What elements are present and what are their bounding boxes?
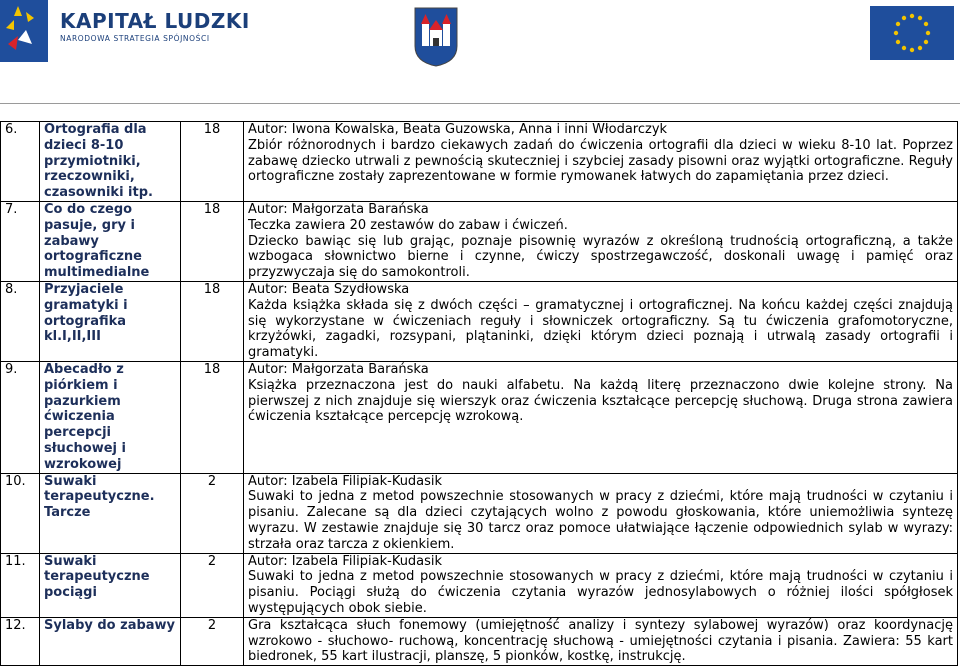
row-number: 12. — [1, 617, 40, 665]
row-description: Autor: Iwona Kowalska, Beata Guzowska, Anna i inni Włodarczyk Zbiór różnorodnych i bardzo ciekawych zadań do ćwiczenia ortografii dla dzieci w wieku 8-10 lat. Poprzez zabawę dziecko utrwali z pewnością skuteczniej i szybciej zasady pisowni oraz wyjątki ortograficzne. Reguły ortograficzne zostały zaprezentowane w formie rymowanek łatwych do zapamiętania przez dzieci. — [244, 122, 958, 202]
city-crest-icon — [413, 6, 459, 68]
row-quantity: 2 — [181, 473, 244, 553]
row-title: Przyjaciele gramatyki i ortografika kl.I,II,III — [40, 281, 181, 361]
row-description: Autor: Izabela Filipiak-Kudasik Suwaki to jedna z metod powszechnie stosowanych w pracy z dziećmi, które mają trudności w czytaniu i pisaniu. Zalecane są dla dzieci czytających wolno z powodu głoskowania, które uniemożliwia syntezę wyrazu. W zestawie znajduje się 30 tarcz oraz pomoce ułatwiające łączenie odpowiednich sylab w wyrazy: strzała oraz tarcza z okienkiem. — [244, 473, 958, 553]
row-title: Suwaki terapeutyczne. Tarcze — [40, 473, 181, 553]
eu-flag-icon — [870, 6, 954, 60]
brand-title: KAPITAŁ LUDZKI — [60, 9, 250, 33]
row-description: Autor: Małgorzata Barańska Teczka zawiera 20 zestawów do zabaw i ćwiczeń. Dziecko bawiąc się lub grając, poznaje pisownię wyrazów z określoną trudnością ortograficzną, a także wzbogaca słownictwo bierne i czynne, ćwiczy spostrzegawczość, doskonali uwagę i pamięć oraz przyzwyczaja się do samokontroli. — [244, 201, 958, 281]
row-quantity: 18 — [181, 361, 244, 473]
row-number: 8. — [1, 281, 40, 361]
table-row — [1, 473, 958, 553]
row-description: Gra kształcąca słuch fonemowy (umiejętność analizy i syntezy sylabowej wyrazów) oraz koordynację wzrokowo - słuchowo- ruchową, koncentrację słuchową - umiejętności czytania i pisania. Zawiera: 55 kart biedronek, 55 kart ilustracji, planszę, 5 pionków, kostkę, instrukcję. — [244, 617, 958, 665]
table-row — [1, 122, 958, 202]
brand-text — [60, 10, 250, 43]
row-quantity: 2 — [181, 553, 244, 617]
row-description: Autor: Izabela Filipiak-Kudasik Suwaki to jedna z metod powszechnie stosowanych w pracy z dziećmi, które mają trudności w czytaniu i pisaniu. Pociągi służą do ćwiczenia czytania wyrazów jednosylabowych o różniej ilości spółgłosek występujących obok siebie. — [244, 553, 958, 617]
row-number: 10. — [1, 473, 40, 553]
row-title: Ortografia dla dzieci 8-10 przymiotniki, rzeczowniki, czasowniki itp. — [40, 122, 181, 202]
row-title: Suwaki terapeutyczne pociągi — [40, 553, 181, 617]
brand-subtitle: NARODOWA STRATEGIA SPÓJNOŚCI — [60, 34, 210, 43]
row-title: Co do czego pasuje, gry i zabawy ortograficzne multimedialne — [40, 201, 181, 281]
row-quantity: 18 — [181, 281, 244, 361]
row-title: Abecadło z piórkiem i pazurkiem ćwiczenia percepcji słuchowej i wzrokowej — [40, 361, 181, 473]
row-number: 6. — [1, 122, 40, 202]
row-number: 7. — [1, 201, 40, 281]
table-row — [1, 617, 958, 665]
catalog-table — [0, 121, 958, 666]
row-description: Autor: Beata Szydłowska Każda książka składa się z dwóch części – gramatycznej i ortograficznej. Na końcu każdej części znajdują się wykorzystane w ćwiczeniach reguły i słowniczek ortograficzny. Są tu ćwiczenia grafomotoryczne, krzyżówki, zagadki, rozsypani, plątaninki, dzięki którym dzieci poznają i utrwalą zasady ortografii i gramatyki. — [244, 281, 958, 361]
page-header — [0, 0, 960, 100]
row-description: Autor: Małgorzata Barańska Książka przeznaczona jest do nauki alfabetu. Na każdą literę przeznaczono dwie kolejne strony. Na pierwszej z nich znajduje się wierszyk oraz ćwiczenia kształcące percepcję słuchową. Druga strona zawiera ćwiczenia kształcące percepcję wzrokową. — [244, 361, 958, 473]
row-number: 11. — [1, 553, 40, 617]
row-number: 9. — [1, 361, 40, 473]
table-row — [1, 553, 958, 617]
row-quantity: 2 — [181, 617, 244, 665]
row-quantity: 18 — [181, 122, 244, 202]
kapital-ludzki-logo-icon — [0, 0, 48, 62]
table-row — [1, 201, 958, 281]
table-row — [1, 281, 958, 361]
row-quantity: 18 — [181, 201, 244, 281]
row-title: Sylaby do zabawy — [40, 617, 181, 665]
header-divider — [0, 103, 960, 104]
table-row — [1, 361, 958, 473]
